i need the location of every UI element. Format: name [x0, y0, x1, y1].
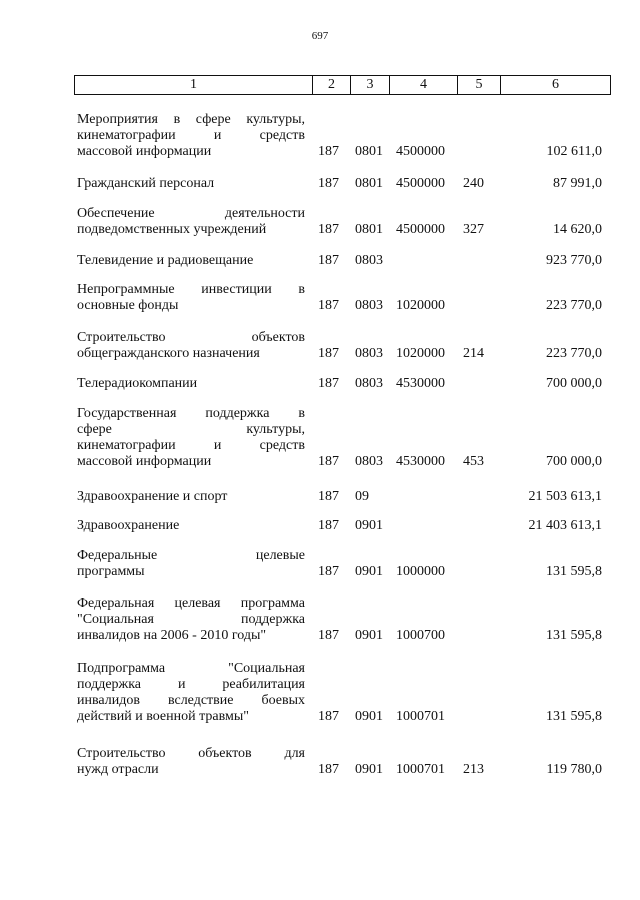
cell-c6: 131 595,8 — [546, 628, 602, 643]
row-name-line: поддержка и реабилитация — [77, 677, 305, 692]
cell-c2: 187 — [318, 454, 339, 469]
row-name — [77, 489, 305, 505]
cell-c4: 1000701 — [396, 762, 445, 777]
row-name — [77, 548, 305, 580]
cell-c3: 0901 — [355, 762, 383, 777]
row-name-line: массовой информации — [77, 454, 212, 469]
cell-c4: 4500000 — [396, 222, 445, 237]
row-name-line: инвалидов вследствие боевых — [77, 693, 305, 708]
cell-c3: 0803 — [355, 298, 383, 313]
row-name — [77, 330, 305, 362]
table-row — [0, 206, 640, 238]
cell-c6: 223 770,0 — [546, 346, 602, 361]
cell-c2: 187 — [318, 298, 339, 313]
table-row — [0, 661, 640, 725]
row-name-line: основные фонды — [77, 298, 179, 313]
cell-c2: 187 — [318, 709, 339, 724]
table-row — [0, 518, 640, 534]
row-name — [77, 746, 305, 778]
cell-c2: 187 — [318, 564, 339, 579]
row-name-line: Строительство объектов для — [77, 746, 305, 761]
table-row — [0, 489, 640, 505]
cell-c6: 102 611,0 — [546, 144, 602, 159]
row-name-line: Федеральные целевые — [77, 548, 305, 563]
row-name — [77, 596, 305, 644]
cell-c2: 187 — [318, 518, 339, 533]
row-name — [77, 376, 305, 392]
row-name-line: Телевидение и радиовещание — [77, 253, 254, 268]
cell-c5: 240 — [463, 176, 484, 191]
row-name — [77, 206, 305, 238]
row-name-line: нужд отрасли — [77, 762, 159, 777]
column-header-1: 1 — [75, 76, 313, 95]
row-name — [77, 406, 305, 470]
column-header-2: 2 — [313, 76, 351, 95]
row-name-line: программы — [77, 564, 145, 579]
table-row — [0, 548, 640, 580]
table-row — [0, 330, 640, 362]
row-name — [77, 518, 305, 534]
cell-c2: 187 — [318, 222, 339, 237]
cell-c6: 119 780,0 — [546, 762, 602, 777]
page-number: 697 — [311, 30, 329, 42]
cell-c4: 4500000 — [396, 176, 445, 191]
cell-c2: 187 — [318, 346, 339, 361]
cell-c6: 700 000,0 — [546, 376, 602, 391]
cell-c3: 0803 — [355, 346, 383, 361]
cell-c5: 213 — [463, 762, 484, 777]
cell-c3: 0803 — [355, 376, 383, 391]
row-name — [77, 253, 305, 269]
column-header-3: 3 — [351, 76, 390, 95]
cell-c3: 0901 — [355, 628, 383, 643]
table-row — [0, 596, 640, 644]
cell-c2: 187 — [318, 489, 339, 504]
table-row — [0, 376, 640, 392]
cell-c4: 4500000 — [396, 144, 445, 159]
cell-c4: 4530000 — [396, 454, 445, 469]
cell-c3: 0801 — [355, 222, 383, 237]
row-name-line: общегражданского назначения — [77, 346, 260, 361]
row-name-line: Строительство объектов — [77, 330, 305, 345]
cell-c2: 187 — [318, 762, 339, 777]
cell-c6: 21 403 613,1 — [528, 518, 602, 533]
row-name-line: кинематографии и средств — [77, 438, 305, 453]
cell-c6: 14 620,0 — [553, 222, 602, 237]
cell-c3: 0901 — [355, 518, 383, 533]
cell-c3: 0801 — [355, 144, 383, 159]
cell-c5: 327 — [463, 222, 484, 237]
column-header-4: 4 — [390, 76, 458, 95]
table-row — [0, 282, 640, 314]
row-name-line: Государственная поддержка в — [77, 406, 305, 421]
cell-c3: 0801 — [355, 176, 383, 191]
cell-c2: 187 — [318, 376, 339, 391]
cell-c6: 87 991,0 — [553, 176, 602, 191]
cell-c3: 0803 — [355, 454, 383, 469]
row-name-line: Подпрограмма "Социальная — [77, 661, 305, 676]
table-row — [0, 253, 640, 269]
cell-c5: 453 — [463, 454, 484, 469]
cell-c6: 21 503 613,1 — [528, 489, 602, 504]
row-name-line: сфере культуры, — [77, 422, 305, 437]
cell-c3: 09 — [355, 489, 369, 504]
row-name-line: Мероприятия в сфере культуры, — [77, 112, 305, 127]
row-name — [77, 176, 305, 192]
cell-c4: 1000700 — [396, 628, 445, 643]
cell-c6: 131 595,8 — [546, 709, 602, 724]
row-name-line: инвалидов на 2006 - 2010 годы" — [77, 628, 267, 643]
row-name-line: Здравоохранение — [77, 518, 180, 533]
row-name-line: "Социальная поддержка — [77, 612, 305, 627]
cell-c5: 214 — [463, 346, 484, 361]
cell-c4: 1020000 — [396, 298, 445, 313]
cell-c2: 187 — [318, 253, 339, 268]
cell-c3: 0901 — [355, 564, 383, 579]
table-row — [0, 176, 640, 192]
row-name-line: Здравоохранение и спорт — [77, 489, 228, 504]
row-name-line: кинематографии и средств — [77, 128, 305, 143]
cell-c2: 187 — [318, 628, 339, 643]
cell-c6: 700 000,0 — [546, 454, 602, 469]
table-row — [0, 112, 640, 160]
cell-c6: 223 770,0 — [546, 298, 602, 313]
row-name-line: действий и военной травмы" — [77, 709, 249, 724]
table-row — [0, 406, 640, 470]
column-header-5: 5 — [458, 76, 501, 95]
cell-c3: 0901 — [355, 709, 383, 724]
row-name-line: массовой информации — [77, 144, 212, 159]
cell-c2: 187 — [318, 176, 339, 191]
row-name-line: Федеральная целевая программа — [77, 596, 305, 611]
cell-c6: 923 770,0 — [546, 253, 602, 268]
row-name-line: Обеспечение деятельности — [77, 206, 305, 221]
row-name-line: подведомственных учреждений — [77, 222, 267, 237]
table-row — [0, 746, 640, 778]
row-name-line: Телерадиокомпании — [77, 376, 198, 391]
cell-c3: 0803 — [355, 253, 383, 268]
row-name — [77, 282, 305, 314]
row-name-line: Гражданский персонал — [77, 176, 215, 191]
cell-c4: 4530000 — [396, 376, 445, 391]
cell-c4: 1000701 — [396, 709, 445, 724]
row-name — [77, 112, 305, 160]
row-name-line: Непрограммные инвестиции в — [77, 282, 305, 297]
cell-c4: 1000000 — [396, 564, 445, 579]
column-header-6: 6 — [501, 76, 611, 95]
row-name — [77, 661, 305, 725]
cell-c4: 1020000 — [396, 346, 445, 361]
cell-c6: 131 595,8 — [546, 564, 602, 579]
cell-c2: 187 — [318, 144, 339, 159]
